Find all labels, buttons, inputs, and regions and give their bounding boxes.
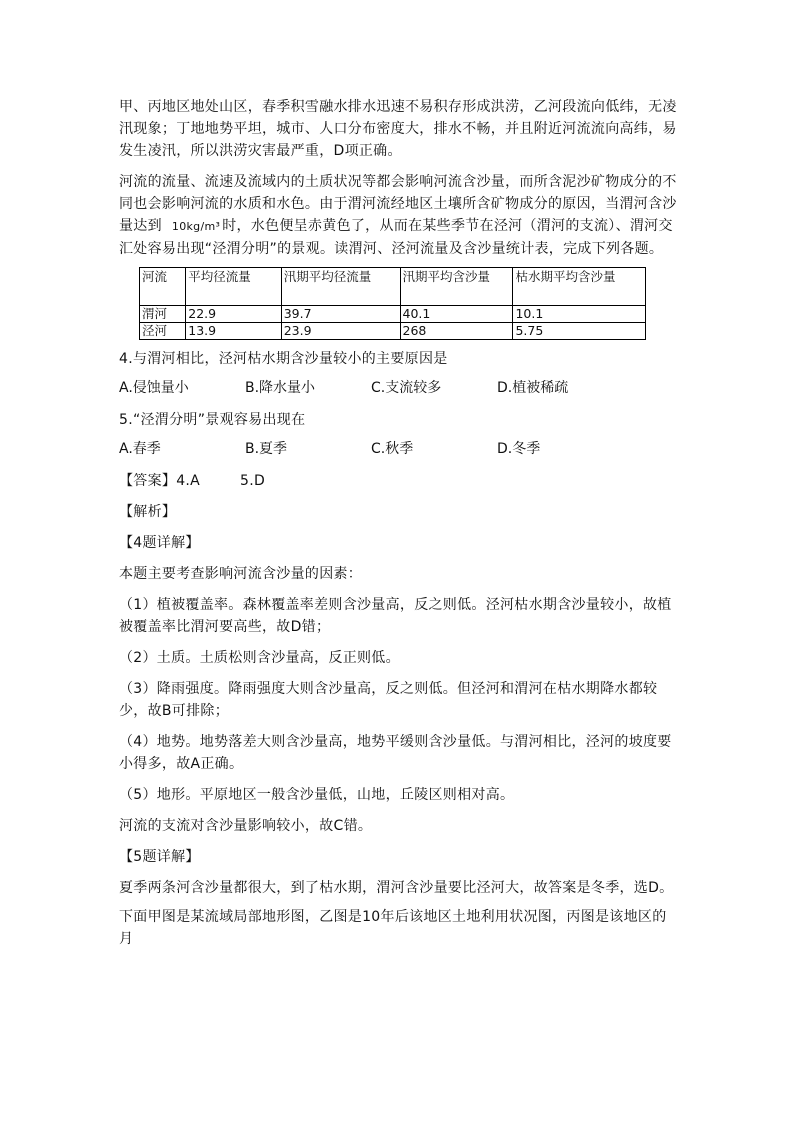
table-header-cell: 汛期平均径流量 [281,268,400,306]
intro-unit: 10kg/m³ [171,220,221,233]
q5-detail-label: 【5题详解】 [119,849,200,865]
intro-text-end: 时，水色便呈赤黄色了，从而在某些季节在泾河（渭河的支流）、渭河交汇处容易出现“泾渭分明”的景观。读渭河、泾河流量及含沙量统计表，完成下列各题。 [119,218,673,257]
q4-detail-line: （1）植被覆盖率。森林覆盖率差则含沙量高，反之则低。泾河枯水期含沙量较小，故植被覆盖率比渭河要高些，故D错； [119,597,672,635]
option-b: B.夏季 [245,441,288,457]
table-cell: 23.9 [281,323,400,340]
table-header-cell: 枯水期平均含沙量 [513,268,646,306]
paragraph-intro [119,171,679,260]
option-c: C.秋季 [371,441,414,457]
flow-sediment-table [139,267,646,340]
table-cell: 40.1 [400,306,513,323]
question-5-stem: 5.“泾渭分明”景观容易出现在 [119,412,306,428]
table-cell: 13.9 [186,323,281,340]
question-5-options [119,438,679,460]
answer-line [119,470,679,492]
q4-detail-line: （3）降雨强度。降雨强度大则含沙量高，反之则低。但泾河和渭河在枯水期降水都较少，故B可排除； [119,681,658,719]
question-4-stem: 4.与渭河相比，泾河枯水期含沙量较小的主要原因是 [119,351,448,367]
paragraph-flood-explanation: 甲、丙地区地处山区，春季积雪融水排水迅速不易积存形成洪涝，乙河段流向低纬，无凌汛现象；丁地地势平坦，城市、人口分布密度大，排水不畅，并且附近河流流向高纬，易发生凌汛，所以洪涝灾害最严重，D项正确。 [119,99,677,159]
table-cell: 22.9 [186,306,281,323]
intro-text: 河流的流量、流速及流域内的土质状况等都会影响河流含沙量，而所含泥沙矿物成分的不同也会影响河流的水质和水色。由于渭河流经地区土壤所含矿物成分的原因，当渭河含沙量达到 [119,174,677,234]
q4-detail-line: （4）地势。地势落差大则含沙量高，地势平缓则含沙量低。与渭河相比，泾河的坡度要小得多，故A正确。 [119,734,672,772]
q4-detail-line: （2）土质。土质松则含沙量高，反正则低。 [119,650,400,666]
table-cell: 5.75 [513,323,646,340]
option-c: C.支流较多 [371,380,442,396]
answer-5: 5.D [240,473,266,489]
table-cell: 268 [400,323,513,340]
option-a: A.春季 [119,441,161,457]
document-page [119,96,679,959]
q4-detail-label: 【4题详解】 [119,535,200,551]
next-question-intro: 下面甲图是某流域局部地形图，乙图是10年后该地区土地利用状况图，丙图是该地区的月 [119,909,667,947]
q5-detail: 夏季两条河含沙量都很大，到了枯水期，渭河含沙量要比泾河大，故答案是冬季，选D。 [119,880,674,896]
table-header-cell: 河流 [140,268,186,306]
q4-detail-line: 河流的支流对含沙量影响较小，故C错。 [119,818,373,834]
option-d: D.冬季 [497,441,541,457]
q4-detail-line: （5）地形。平原地区一般含沙量低，山地，丘陵区则相对高。 [119,787,515,803]
table-cell: 39.7 [281,306,400,323]
table-row [140,323,646,340]
q4-detail-line: 本题主要考查影响河流含沙量的因素： [119,566,363,582]
table-cell: 渭河 [140,306,186,323]
answer-4: 4.A [176,473,201,489]
table-cell: 泾河 [140,323,186,340]
table-row [140,306,646,323]
option-a: A.侵蚀量小 [119,380,189,396]
table-header-row [140,268,646,306]
option-b: B.降水量小 [245,380,316,396]
answer-label: 【答案】 [119,473,177,489]
question-4-options [119,377,679,399]
table-cell: 10.1 [513,306,646,323]
table-header-cell: 汛期平均含沙量 [400,268,513,306]
table-header-cell: 平均径流量 [186,268,281,306]
option-d: D.植被稀疏 [497,380,569,396]
analysis-label: 【解析】 [119,504,177,520]
